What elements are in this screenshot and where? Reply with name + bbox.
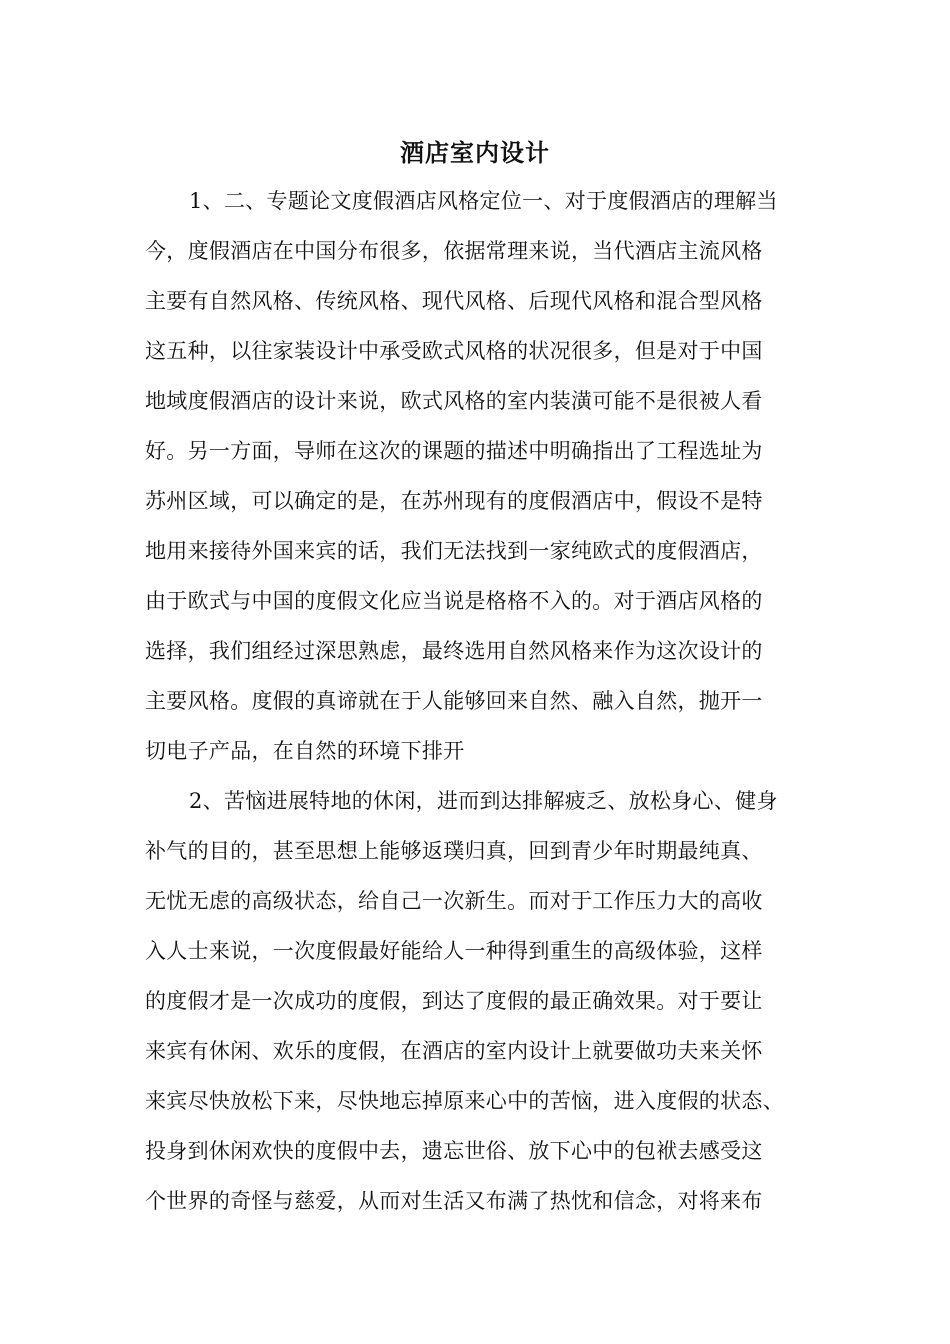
paragraph-1-line: 地域度假酒店的设计来说，欧式风格的室内装潢可能不是很被人看: [145, 389, 763, 413]
paragraph-1-line: 苏州区域，可以确定的是，在苏州现有的度假酒店中，假设不是特: [145, 489, 763, 513]
paragraph-2-line: 来宾有休闲、欢乐的度假，在酒店的室内设计上就要做功夫来关怀: [145, 1039, 763, 1063]
paragraph-1-line: 好。另一方面，导师在这次的课题的描述中明确指出了工程选址为: [145, 439, 763, 463]
paragraph-2-line: 投身到休闲欢快的度假中去，遗忘世俗、放下心中的包袱去感受这: [145, 1139, 763, 1163]
paragraph-2-line: 无忧无虑的高级状态，给自己一次新生。而对于工作压力大的高收: [145, 889, 763, 913]
paragraph-2-line: 入人士来说，一次度假最好能给人一种得到重生的高级体验，这样: [145, 939, 763, 963]
paragraph-1-line: 1、二、专题论文度假酒店风格定位一、对于度假酒店的理解当: [189, 189, 778, 213]
paragraph-2-line: 来宾尽快放松下来，尽快地忘掉原来心中的苦恼，进入度假的状态、: [145, 1089, 784, 1113]
paragraph-2-line: 个世界的奇怪与慈爱，从而对生活又布满了热忱和信念，对将来布: [145, 1189, 763, 1213]
paragraph-1-line: 切电子产品，在自然的环境下排开: [145, 739, 465, 763]
paragraph-1-line: 今，度假酒店在中国分布很多，依据常理来说，当代酒店主流风格: [145, 239, 763, 263]
paragraph-1-line: 主要风格。度假的真谛就在于人能够回来自然、融入自然，抛开一: [145, 689, 763, 713]
paragraph-1-line: 这五种，以往家装设计中承受欧式风格的状况很多，但是对于中国: [145, 339, 763, 363]
paragraph-1-line: 由于欧式与中国的度假文化应当说是格格不入的。对于酒店风格的: [145, 589, 763, 613]
paragraph-1-line: 地用来接待外国来宾的话，我们无法找到一家纯欧式的度假酒店，: [145, 539, 763, 563]
paragraph-1-line: 主要有自然风格、传统风格、现代风格、后现代风格和混合型风格: [145, 289, 763, 313]
paragraph-2-line: 的度假才是一次成功的度假，到达了度假的最正确效果。对于要让: [145, 989, 763, 1013]
document-title: 酒店室内设计: [400, 138, 550, 167]
paragraph-2-line: 2、苦恼进展特地的休闲，进而到达排解疲乏、放松身心、健身: [189, 789, 778, 813]
paragraph-1-line: 选择，我们组经过深思熟虑，最终选用自然风格来作为这次设计的: [145, 639, 763, 663]
paragraph-2-line: 补气的目的，甚至思想上能够返璞归真，回到青少年时期最纯真、: [145, 839, 763, 863]
